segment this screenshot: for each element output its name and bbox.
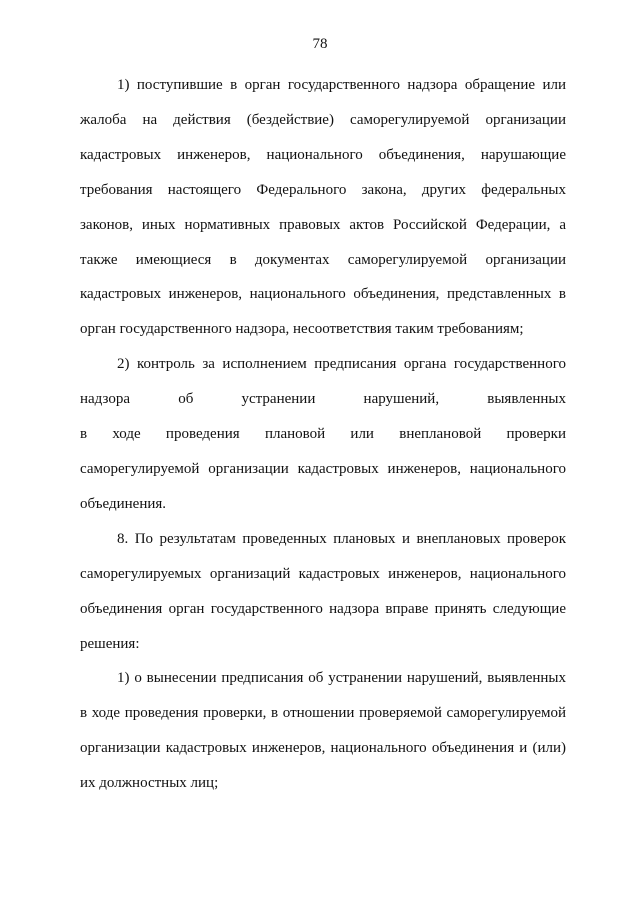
text-line: саморегулируемых организаций кадастровых инженеров, национального <box>80 565 566 582</box>
text-line: их должностных лиц; <box>80 775 219 792</box>
text-line: 1) поступившие в орган государственного надзора обращение или <box>117 77 566 93</box>
text-line: организации кадастровых инженеров, национального объединения и (или) <box>80 740 566 757</box>
text-line: в ходе проведения плановой или внеплановой проверки <box>80 426 566 443</box>
section-8-paragraph <box>80 522 566 662</box>
text-line: надзора об устранении нарушений, выявленных <box>80 391 566 408</box>
text-line: объединения орган государственного надзора вправе принять следующие <box>80 600 566 617</box>
paragraph-item-1 <box>80 68 566 347</box>
page-number: 78 <box>312 36 328 52</box>
text-line: 1) о вынесении предписания об устранении нарушений, выявленных <box>117 670 566 687</box>
text-line: 8. По результатам проведенных плановых и внеплановых проверок <box>117 530 566 547</box>
text-line: жалоба на действия (бездействие) саморегулируемой организации <box>80 111 566 128</box>
text-line: кадастровых инженеров, национального объединения, представленных в <box>80 286 566 303</box>
text-line: объединения. <box>80 495 167 512</box>
paragraph-item-2 <box>80 347 566 522</box>
text-line: 2) контроль за исполнением предписания органа государственного <box>117 356 566 373</box>
text-line: орган государственного надзора, несоответствия таким требованиям; <box>80 321 524 338</box>
paragraph-item-1-section-8 <box>80 661 566 801</box>
text-line: в ходе проведения проверки, в отношении проверяемой саморегулируемой <box>80 705 566 722</box>
text-line: также имеющиеся в документах саморегулируемой организации <box>80 251 566 268</box>
text-line: требования настоящего Федерального закона, других федеральных <box>80 181 566 198</box>
document-body <box>80 68 566 801</box>
text-line: саморегулируемой организации кадастровых инженеров, национального <box>80 460 566 477</box>
text-line: законов, иных нормативных правовых актов Российской Федерации, а <box>80 216 566 233</box>
text-line: решения: <box>80 635 140 652</box>
text-line: кадастровых инженеров, национального объединения, нарушающие <box>80 146 566 163</box>
